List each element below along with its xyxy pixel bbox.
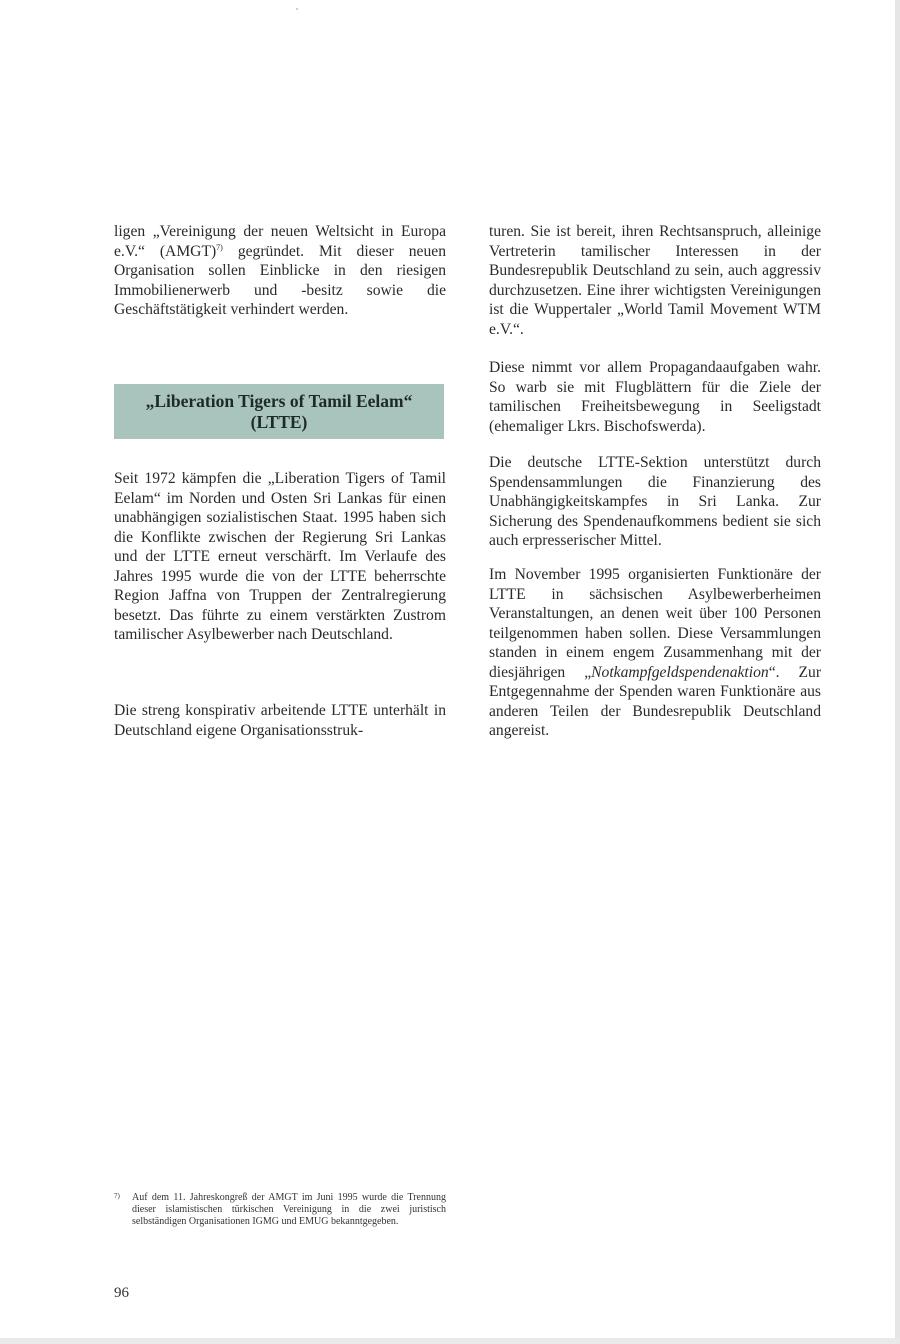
right-text-4-italic: Notkampfgeldspendenaktion	[591, 663, 769, 681]
page-edge-right	[895, 0, 900, 1344]
footnote-text: Auf dem 11. Jahreskongreß der AMGT im Juni 1995 wurde die Trennung dieser islamistischen türkischen Vereinigung in die zwei juristisch selbständigen Organisationen IGMG und EMUG bekanntgegeben.	[132, 1192, 446, 1228]
footnote-mark: 7)	[114, 1192, 120, 1200]
right-paragraph-4	[489, 565, 821, 741]
footnote	[114, 1192, 446, 1229]
right-text-4a: Im November 1995 organisierten Funktionäre der LTTE in sächsischen Asylbewerberheimen Veranstaltungen, an denen weit über 100 Personen teilgenommen haben sollen. Diese Versammlungen standen in einem engem Zusammenhang mit der diesjährigen „	[489, 566, 821, 681]
intro-text-a: ligen „Vereinigung der neuen Weltsicht in Europa e.V.“ (AMGT)	[114, 223, 446, 260]
right-text-4b: “. Zur Entgegennahme der Spenden waren Funktionäre aus anderen Teilen der Bundesrepublik Deutschland angereist.	[489, 663, 822, 739]
left-paragraph-organisation	[114, 701, 446, 740]
ltte-history-text: Seit 1972 kämpfen die „Liberation Tigers of Tamil Eelam“ im Norden und Osten Sri Lankas für einen unabhängigen sozialistischen Staat. 1995 haben sich die Konflikte zwischen der Regierung Sri Lankas und der LTTE erneut verschärft. Im Verlaufe des Jahres 1995 wurde die von der LTTE beherrschte Region Jaffna von Truppen der Zentralregierung besetzt. Das führte zu einem verstärkten Zustrom tamilischer Asylbewerber nach Deutschland.	[114, 470, 446, 643]
right-text-1: turen. Sie ist bereit, ihren Rechtsanspruch, alleinige Vertreterin tamilischer Interessen in der Bundesrepublik Deutschland zu sein, auch aggressiv durchzusetzen. Eine ihrer wichtigsten Vereinigungen ist die Wuppertaler „World Tamil Movement WTM e.V.“.	[489, 223, 821, 338]
left-paragraph-intro	[114, 222, 446, 320]
right-text-3: Die deutsche LTTE-Sektion unterstützt durch Spendensammlungen die Finanzierung des Unabhängigkeitskampfes in Sri Lanka. Zur Sicherung des Spendenaufkommens bedient sie sich auch erpresserischer Mittel.	[489, 454, 821, 549]
section-heading-ltte	[114, 384, 444, 439]
right-paragraph-2	[489, 358, 821, 436]
left-paragraph-ltte	[114, 469, 446, 645]
footnote-ref: 7)	[216, 242, 223, 252]
right-paragraph-3	[489, 453, 821, 551]
page-number: 96	[114, 1285, 129, 1301]
organisation-text: Die streng konspirativ arbeitende LTTE unterhält in Deutschland eigene Organisationsstruk-	[114, 702, 446, 739]
right-paragraph-1	[489, 222, 821, 339]
heading-line-2: (LTTE)	[250, 411, 308, 432]
heading-line-1: „Liberation Tigers of Tamil Eelam“	[145, 390, 413, 411]
intro-text-b: gegründet. Mit dieser neuen Organisation sollen Einblicke in den riesigen Immobilienerwerb und -besitz sowie die Geschäftstätigkeit verhindert werden.	[114, 242, 446, 318]
right-text-2: Diese nimmt vor allem Propagandaaufgaben wahr. So warb sie mit Flugblättern für die Ziele der tamilischen Freiheitsbewegung in Seeligstadt (ehemaliger Lkrs. Bischofswerda).	[489, 359, 821, 435]
page-edge-bottom	[0, 1338, 900, 1344]
scan-speck	[296, 8, 298, 10]
